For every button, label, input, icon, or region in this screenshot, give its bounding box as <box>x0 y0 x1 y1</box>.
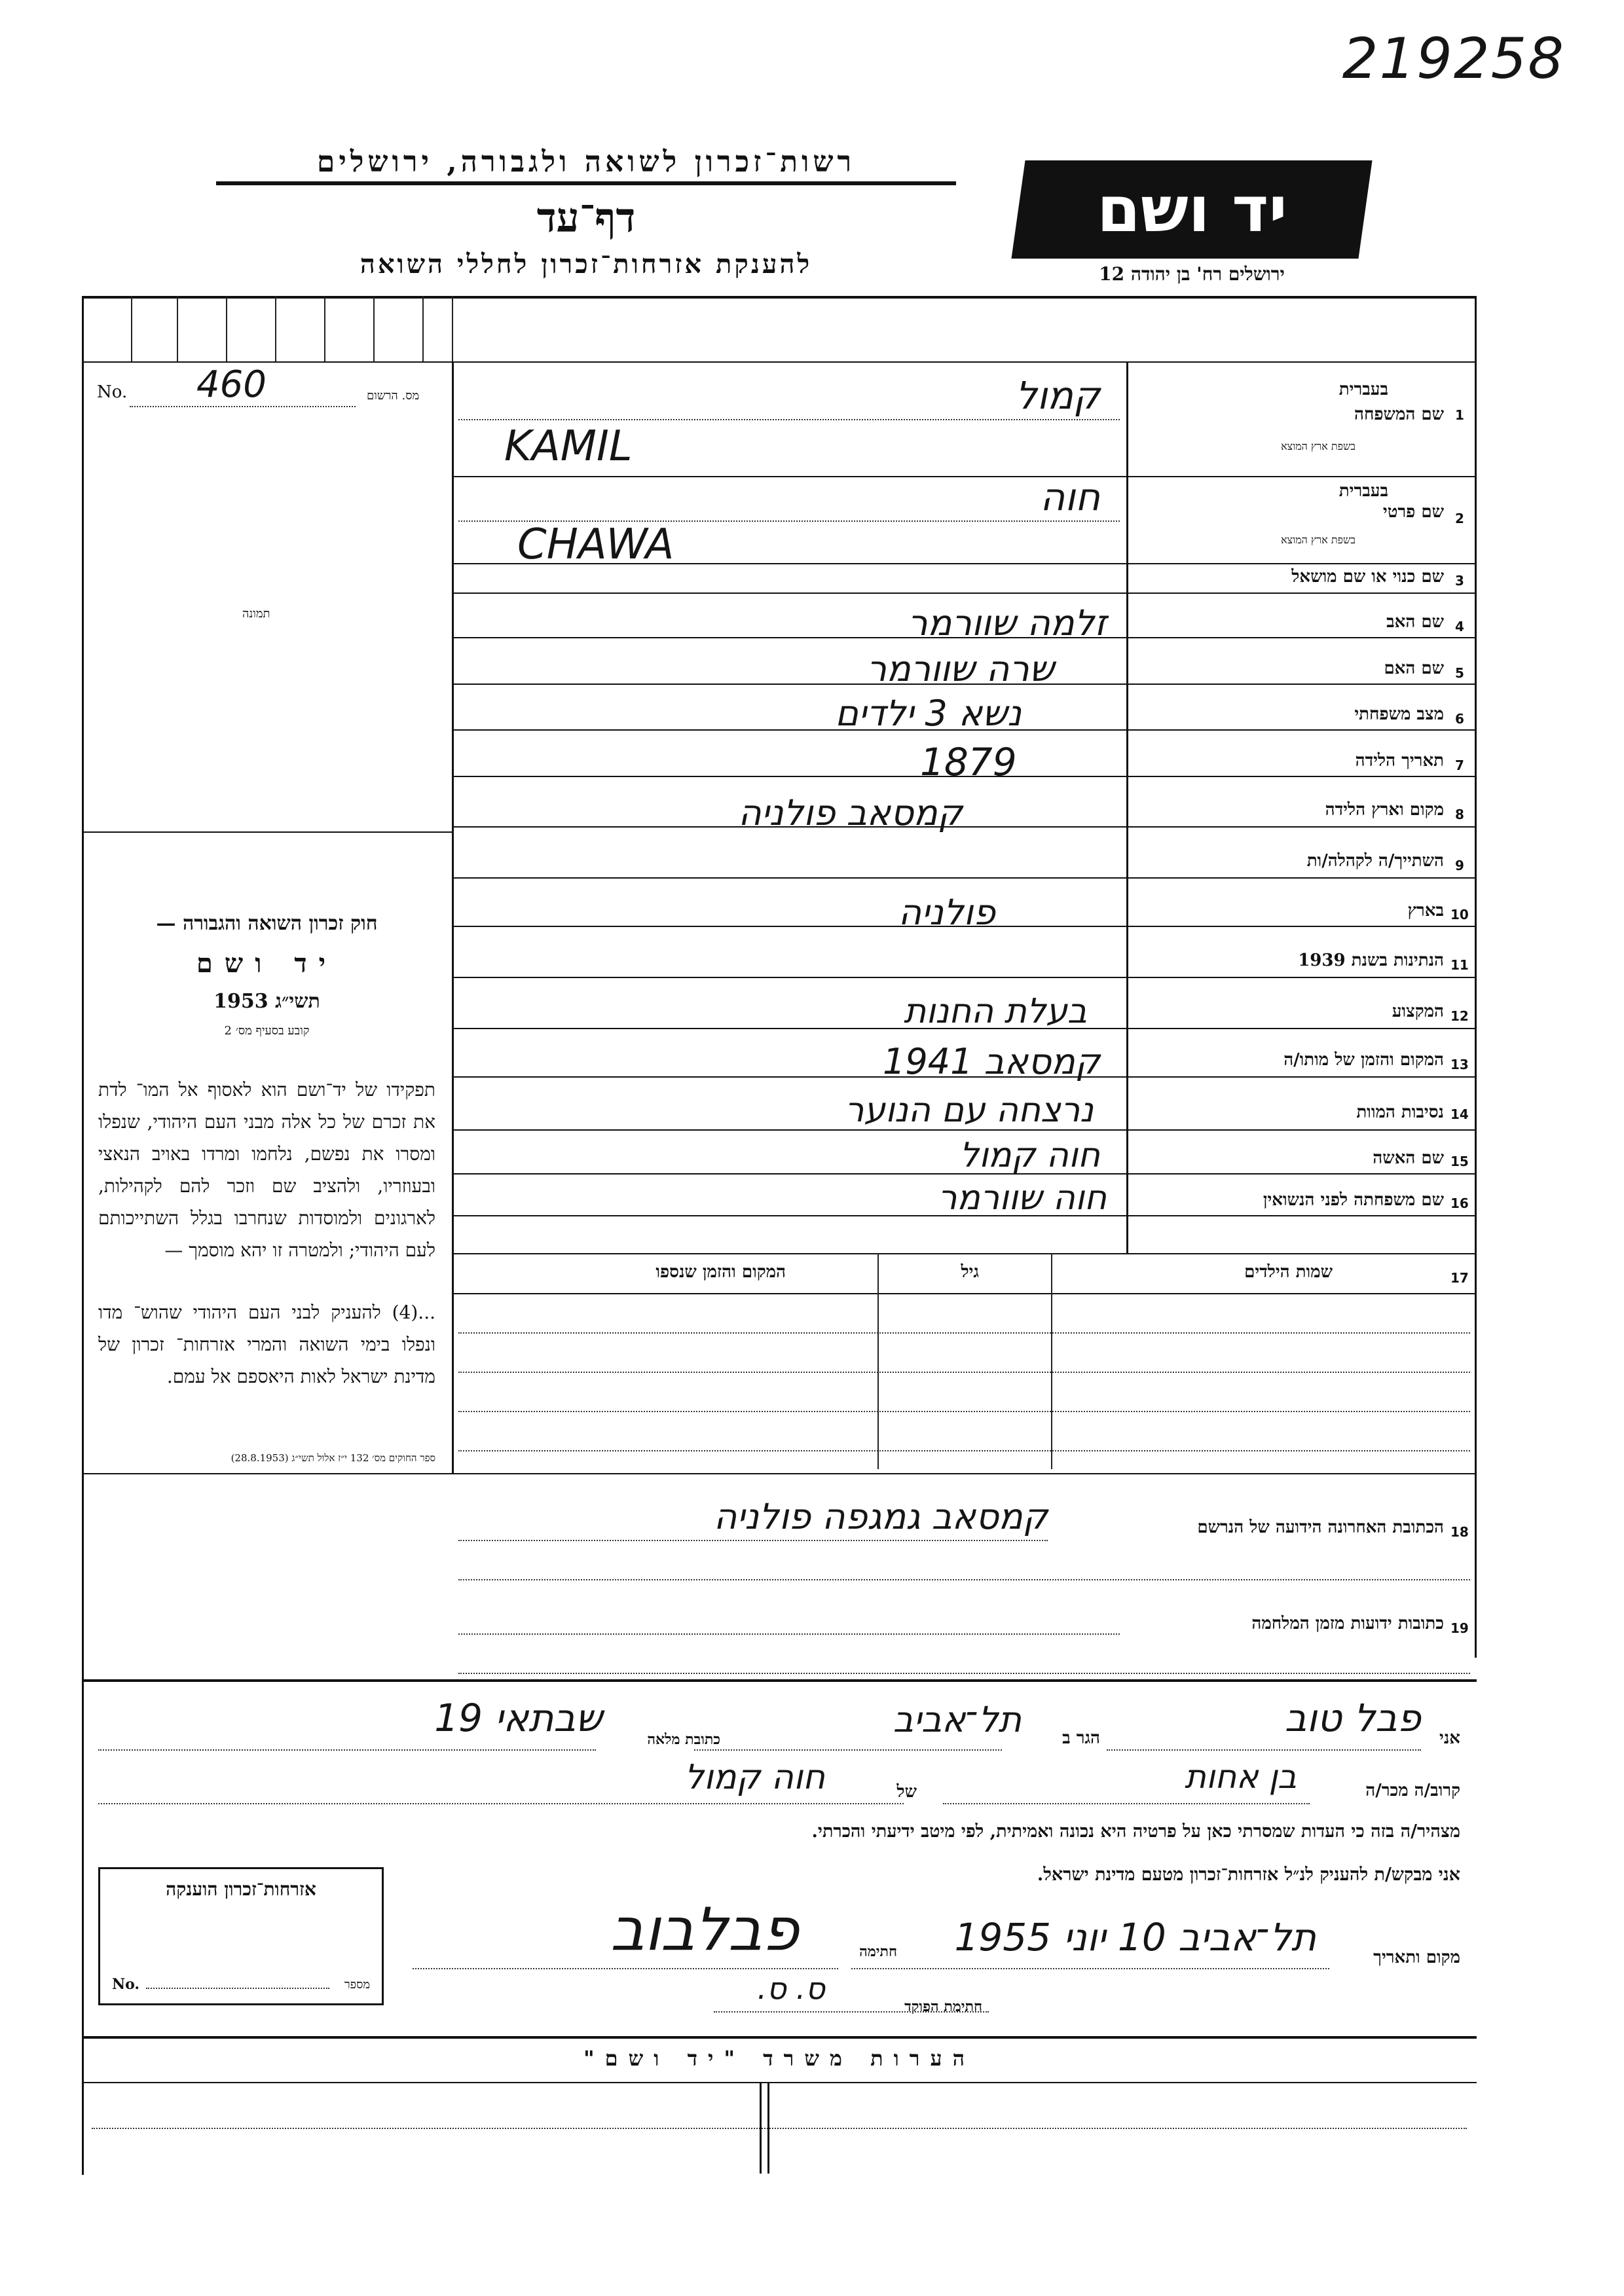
field-10-value: פולניה <box>898 892 995 933</box>
field-8-label: מקום וארץ הלידה <box>1325 800 1444 820</box>
field-18-value: קמסאב גמגפה פולניה <box>714 1496 1048 1537</box>
field-5-label: שם האם <box>1384 659 1444 678</box>
field-15-value: חוה קמול <box>959 1136 1100 1175</box>
field-13-number: 13 <box>1450 1057 1469 1072</box>
field-3-number: 3 <box>1455 573 1464 589</box>
logo-address: ירושלים רח' בן יהודה 12 <box>1099 263 1285 285</box>
field-18-number: 18 <box>1450 1524 1469 1540</box>
declaration-of-value: חוה קמול <box>684 1758 825 1797</box>
field-4-value: זלמה שוורמר <box>908 602 1107 644</box>
place-date-label: מקום ותאריך <box>1373 1948 1460 1967</box>
archive-number: 219258 <box>1342 26 1565 92</box>
declaration-resides-label: הגר ב <box>1062 1728 1100 1748</box>
children-age-header: גיל <box>961 1262 979 1282</box>
law-clause: קובע בסעיף מס׳ 2 <box>224 1024 310 1038</box>
field-17-number: 17 <box>1450 1270 1469 1286</box>
field-12-label: המקצוע <box>1392 1002 1444 1021</box>
declaration-name-value: פבל טוב <box>1284 1696 1421 1740</box>
field-14-value: נרצחה עם הנוער <box>845 1091 1094 1130</box>
field-19-label: כתובות ידועות מזמן המלחמה <box>1251 1614 1444 1633</box>
place-date-value: תל־אביב 10 יוני 1955 <box>954 1915 1316 1959</box>
registration-number: 460 <box>196 363 267 406</box>
commissioner-signature-value: ס. ס. <box>757 1971 825 2006</box>
field-7-value: 1879 <box>920 740 1017 784</box>
field-2-latin-value: CHAWA <box>517 520 674 569</box>
field-15-number: 15 <box>1450 1154 1469 1169</box>
field-14-number: 14 <box>1450 1106 1469 1122</box>
field-4-number: 4 <box>1455 619 1464 634</box>
registration-label: מס. הרשום <box>367 389 420 403</box>
field-16-label: שם משפחתה לפני הנשואין <box>1263 1190 1444 1210</box>
law-footnote: ספר החוקים מס׳ 132 י״ז אלול תשי״ג (28.8.1953) <box>231 1452 435 1464</box>
field-14-label: נסיבות המוות <box>1356 1102 1444 1122</box>
field-10-label: בארץ <box>1407 901 1444 920</box>
citizenship-box-title: אזרחות־זכרון הוענקה <box>166 1878 316 1900</box>
field-3-label: שם כנוי או שם מושאל <box>1291 567 1444 587</box>
office-notes-title: הערות משרד "יד ושם" <box>583 2046 976 2071</box>
field-6-value: נשא 3 ילדים <box>835 693 1022 734</box>
field-1-latin-value: KAMIL <box>504 422 633 471</box>
field-15-label: שם האשה <box>1373 1148 1444 1168</box>
declaration-statement-2: אני מבקש/ת להעניק לנ״ל אזרחות־זכרון מטעם מדינת ישראל. <box>1037 1865 1460 1885</box>
field-11-number: 11 <box>1450 957 1469 973</box>
law-name: יד ושם <box>196 948 338 979</box>
declaration-statement-1: מצהיר/ה בזה כי העדות שמסרתי כאן על פרטיה היא נכונה ואמיתית, לפי מיטב ידיעתי והכרתי. <box>811 1821 1460 1842</box>
field-8-number: 8 <box>1455 807 1464 822</box>
field-1-label: שם המשפחה <box>1354 405 1444 424</box>
signature-label: חתימה <box>859 1943 897 1960</box>
field-18-label: הכתובת האחרונה הידועה של הנרשם <box>1197 1518 1444 1537</box>
field-7-number: 7 <box>1455 757 1464 773</box>
declaration-address-label: כתובת מלאה <box>647 1731 720 1748</box>
field-12-number: 12 <box>1450 1008 1469 1024</box>
field-9-number: 9 <box>1455 858 1464 873</box>
field-5-number: 5 <box>1455 665 1464 681</box>
field-8-value: קמסאב פולניה <box>738 792 963 833</box>
declaration-resides-value: תל־אביב <box>893 1699 1022 1740</box>
children-names-header: שמות הילדים <box>1244 1262 1333 1282</box>
field-2-sub-hebrew: בעברית <box>1338 481 1388 501</box>
declaration-relative-label: קרוב/ה מכר/ה <box>1365 1781 1460 1800</box>
field-10-number: 10 <box>1450 907 1469 922</box>
photo-label: תמונה <box>242 607 270 621</box>
field-6-number: 6 <box>1455 711 1464 727</box>
field-6-label: מצב משפחתי <box>1354 704 1444 724</box>
citizenship-granted-box <box>98 1867 384 2005</box>
field-7-label: תאריך הלידה <box>1355 751 1444 771</box>
field-1-sub-hebrew: בעברית <box>1338 380 1388 399</box>
declaration-address-value: שבתאי 19 <box>434 1696 602 1740</box>
law-heading: חוק זכרון השואה והגבורה — <box>156 912 378 935</box>
field-16-value: חוה שוורמר <box>938 1178 1107 1218</box>
form-title: דף־עד <box>536 194 636 242</box>
commissioner-signature-label: חתימת הפוקד <box>904 1998 982 2015</box>
citizenship-box-no-label: No. <box>112 1976 140 1993</box>
field-11-label: הנתינות בשנת 1939 <box>1298 951 1444 970</box>
field-19-number: 19 <box>1450 1620 1469 1636</box>
yad-vashem-logo <box>1011 160 1372 259</box>
declaration-relation-value: בן אחות <box>1185 1758 1297 1796</box>
children-place-header: המקום והזמן שנספו <box>655 1262 786 1282</box>
field-2-sub-origin: בשפת ארץ המוצא <box>1281 534 1356 546</box>
logo-text: יד ושם <box>1096 173 1287 246</box>
field-12-value: בעלת החנות <box>904 992 1087 1031</box>
authority-title: רשות־זכרון לשואה ולגבורה, ירושלים <box>216 145 956 185</box>
citizenship-box-number-label: מספר <box>344 1978 370 1992</box>
form-subtitle: להענקת אזרחות־זכרון לחללי השואה <box>360 249 813 280</box>
law-paragraph-2: ...(4) להעניק לבני העם היהודי שהוש־ מדו ונפלו בימי השואה והמרי אזרחות־ זכרון של מדינת ישראל לאות היאספם אל עמם. <box>98 1302 435 1387</box>
field-2-hebrew-value: חוה <box>1040 475 1100 519</box>
declaration-ani-label: אני <box>1439 1728 1460 1748</box>
law-paragraph-1: תפקידו של יד־ושם הוא לאסוף אל המו־ לדת את זכרם של כל אלה מבני העם היהודי, שנפלו ומסרו את נפשם, נלחמו ומרדו באויב הנאצי ובעוזריו, ולהציב שם וזכר להם לקהילות, לארגונים ולמוסדות שנחרבו בגלל השתייכותם לעם היהודי; ולמטרה זו יהא מוסמך — <box>98 1079 435 1261</box>
declaration-of-label: של <box>896 1782 917 1802</box>
field-4-label: שם האב <box>1386 612 1444 632</box>
field-2-label: שם פרטי <box>1382 502 1444 522</box>
field-1-sub-origin: בשפת ארץ המוצא <box>1281 440 1356 452</box>
field-1-hebrew-value: קמול <box>1015 373 1100 418</box>
field-13-label: המקום והזמן של מותו/ה <box>1283 1050 1444 1070</box>
field-16-number: 16 <box>1450 1195 1469 1211</box>
field-2-number: 2 <box>1455 511 1464 526</box>
field-13-value: קמסאב 1941 <box>883 1041 1100 1082</box>
registration-no-label: No. <box>97 382 128 402</box>
signature-value: פבלבוב <box>610 1895 799 1964</box>
field-9-label: השתייך/ה לקהלה/ות <box>1306 851 1444 871</box>
field-1-number: 1 <box>1455 407 1464 423</box>
law-year: תשי״ג 1953 <box>213 990 320 1013</box>
field-5-value: שרה שוורמר <box>866 648 1054 689</box>
